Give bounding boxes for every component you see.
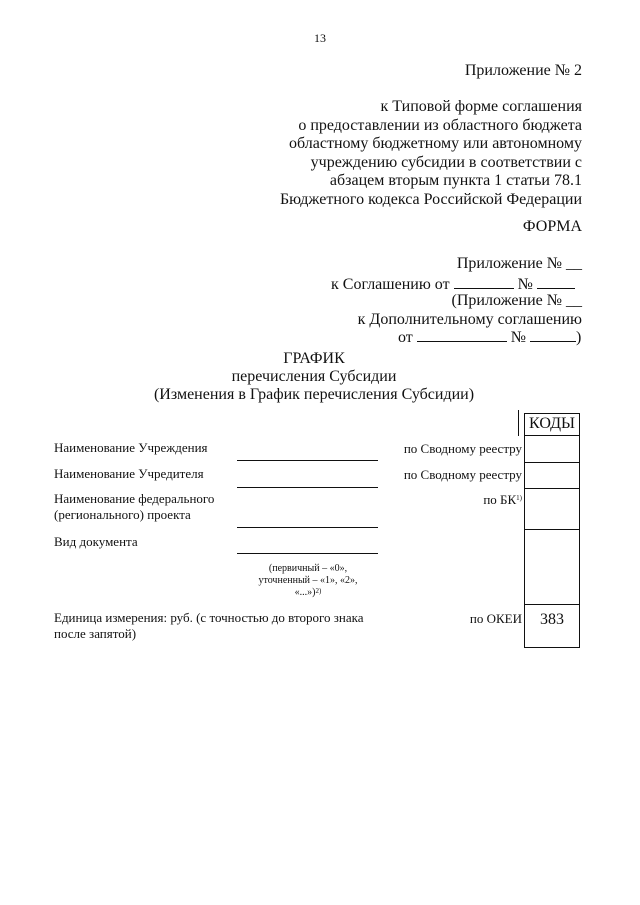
codes-divider — [524, 488, 580, 489]
supplementary-number-sign: № — [510, 329, 527, 346]
bk-code-label — [483, 492, 522, 508]
supplementary-agreement: к Дополнительному соглашению — [357, 310, 582, 328]
page-number: 13 — [314, 31, 326, 45]
codes-divider — [524, 462, 580, 463]
registry-code-label: по Сводному реестру — [403, 467, 522, 482]
appendix-title: Приложение № 2 — [464, 62, 582, 79]
footnote-2-marker: 2) — [315, 587, 322, 595]
project-label-line1: Наименование федерального — [54, 491, 215, 506]
institution-field-line — [237, 460, 378, 461]
schedule-subtitle-changes: (Изменения в График перечисления Субсидии) — [153, 386, 475, 403]
agreement-prefix: к Соглашению от — [331, 275, 450, 293]
form-label: ФОРМА — [522, 218, 582, 235]
appendix-line: о предоставлении из областного бюджета — [298, 116, 582, 134]
founder-field-line — [237, 487, 378, 488]
okei-code-label: по ОКЕИ — [469, 611, 522, 626]
appendix-line: учреждению субсидии в соответствии с — [310, 153, 582, 171]
codes-divider — [524, 529, 580, 530]
agreement-number-blank — [537, 274, 575, 289]
project-label-line2: (регионального) проекта — [54, 507, 191, 522]
registry-code-label: по Сводному реестру — [403, 441, 522, 456]
codes-divider — [524, 435, 580, 436]
doc-type-field-line — [237, 553, 378, 554]
doc-type-note: (первичный – «0», — [268, 563, 348, 574]
schedule-title: ГРАФИК — [283, 350, 345, 367]
schedule-subtitle: перечисления Субсидии — [231, 368, 397, 385]
supplementary-prefix: от — [398, 329, 413, 346]
agreement-reference — [331, 274, 575, 295]
unit-label-line2: после запятой) — [54, 626, 137, 641]
codes-divider — [524, 604, 580, 605]
bk-label-text: по БК — [483, 492, 517, 507]
footnote-1-marker: 1) — [516, 494, 522, 502]
unit-label-line1: Единица измерения: руб. (с точностью до второго знака — [54, 610, 364, 625]
agreement-date-blank — [454, 274, 514, 289]
appendix-line: областному бюджетному или автономному — [289, 135, 582, 152]
project-field-line — [237, 527, 378, 528]
doc-type-note — [238, 587, 378, 599]
institution-label: Наименование Учреждения — [54, 440, 208, 455]
appendix-line: абзацем вторым пункта 1 статьи 78.1 — [329, 172, 582, 189]
founder-label: Наименование Учредителя — [54, 466, 204, 481]
appendix-line: Бюджетного кодекса Российской Федерации — [279, 190, 582, 208]
doc-type-label: Вид документа — [54, 534, 138, 549]
supplementary-reference — [398, 327, 581, 348]
doc-type-note-text: «...») — [294, 587, 316, 598]
doc-type-note: уточненный – «1», «2», — [258, 575, 358, 586]
codes-header: КОДЫ — [529, 415, 575, 432]
attachment-number: Приложение № __ — [456, 255, 582, 272]
closing-paren: ) — [576, 329, 582, 346]
agreement-number-sign: № — [517, 275, 533, 293]
supplementary-attachment: (Приложение № __ — [451, 292, 582, 309]
okei-code-value: 383 — [540, 611, 564, 628]
codes-header-rule — [518, 410, 519, 436]
supplementary-number-blank — [530, 327, 576, 342]
supplementary-date-blank — [417, 327, 507, 342]
appendix-line: к Типовой форме соглашения — [380, 98, 582, 115]
